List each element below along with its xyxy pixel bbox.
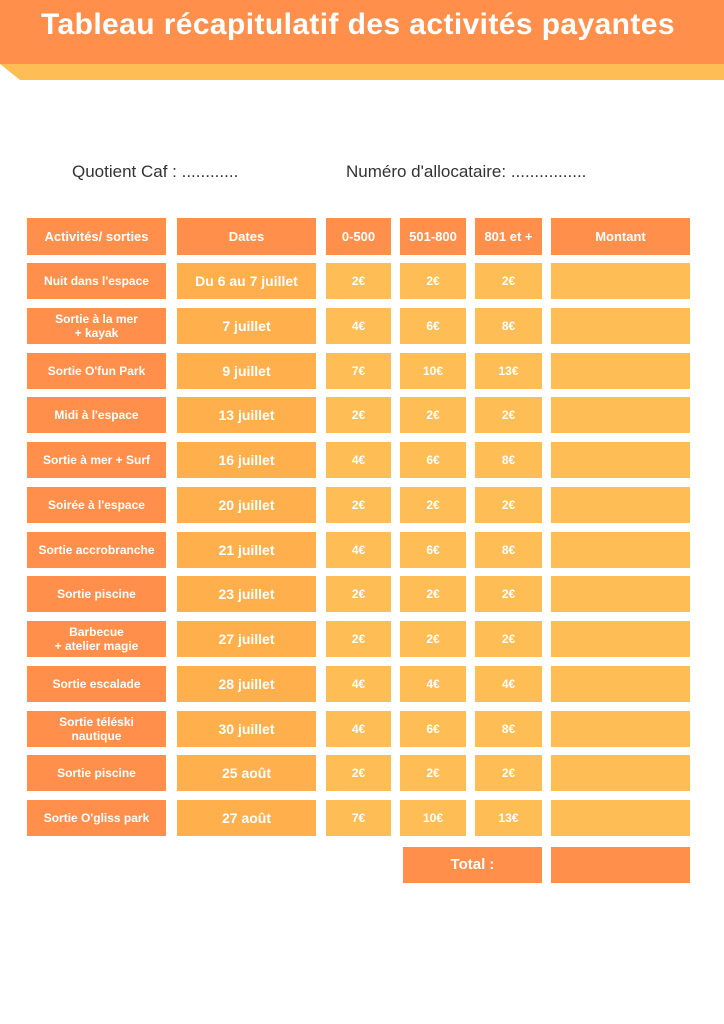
price-801-plus: 2€ xyxy=(475,487,542,523)
price-801-plus: 2€ xyxy=(475,397,542,433)
amount-field[interactable] xyxy=(551,442,690,478)
price-0-500: 2€ xyxy=(326,263,391,299)
header-montant: Montant xyxy=(551,218,690,255)
activity-date: 28 juillet xyxy=(177,666,316,702)
activity-name: Midi à l'espace xyxy=(27,397,166,433)
activity-date: 30 juillet xyxy=(177,711,316,747)
amount-field[interactable] xyxy=(551,666,690,702)
activity-name: Sortie piscine xyxy=(27,576,166,612)
price-0-500: 4€ xyxy=(326,442,391,478)
price-0-500: 4€ xyxy=(326,308,391,344)
activity-name: Sortie O'gliss park xyxy=(27,800,166,836)
price-0-500: 4€ xyxy=(326,666,391,702)
price-501-800: 6€ xyxy=(400,532,466,568)
price-0-500: 7€ xyxy=(326,353,391,389)
price-801-plus: 13€ xyxy=(475,800,542,836)
amount-field[interactable] xyxy=(551,263,690,299)
price-0-500: 7€ xyxy=(326,800,391,836)
activity-name: Sortie accrobranche xyxy=(27,532,166,568)
amount-field[interactable] xyxy=(551,353,690,389)
price-501-800: 2€ xyxy=(400,755,466,791)
amount-field[interactable] xyxy=(551,532,690,568)
activity-date: 25 août xyxy=(177,755,316,791)
amount-field[interactable] xyxy=(551,487,690,523)
price-501-800: 2€ xyxy=(400,397,466,433)
price-501-800: 6€ xyxy=(400,308,466,344)
price-501-800: 2€ xyxy=(400,621,466,657)
header-501-800: 501-800 xyxy=(400,218,466,255)
activity-date: 16 juillet xyxy=(177,442,316,478)
total-amount-field[interactable] xyxy=(551,847,690,883)
price-801-plus: 2€ xyxy=(475,755,542,791)
amount-field[interactable] xyxy=(551,576,690,612)
quotient-caf-field: Quotient Caf : ............ xyxy=(72,162,239,181)
price-501-800: 6€ xyxy=(400,711,466,747)
price-0-500: 2€ xyxy=(326,397,391,433)
activity-date: 9 juillet xyxy=(177,353,316,389)
price-0-500: 2€ xyxy=(326,487,391,523)
price-501-800: 10€ xyxy=(400,353,466,389)
activity-name: Nuit dans l'espace xyxy=(27,263,166,299)
total-label: Total : xyxy=(403,847,542,883)
price-501-800: 10€ xyxy=(400,800,466,836)
activity-name: Sortie O'fun Park xyxy=(27,353,166,389)
header-801-plus: 801 et + xyxy=(475,218,542,255)
activity-name: Soirée à l'espace xyxy=(27,487,166,523)
price-0-500: 4€ xyxy=(326,711,391,747)
price-801-plus: 2€ xyxy=(475,621,542,657)
amount-field[interactable] xyxy=(551,397,690,433)
activity-date: 27 juillet xyxy=(177,621,316,657)
price-0-500: 2€ xyxy=(326,755,391,791)
activity-date: 23 juillet xyxy=(177,576,316,612)
activity-date: 27 août xyxy=(177,800,316,836)
activity-name: Sortie escalade xyxy=(27,666,166,702)
price-0-500: 2€ xyxy=(326,621,391,657)
header-accent-strip xyxy=(0,64,724,80)
header-dates: Dates xyxy=(177,218,316,255)
price-801-plus: 2€ xyxy=(475,576,542,612)
activity-date: Du 6 au 7 juillet xyxy=(177,263,316,299)
price-501-800: 6€ xyxy=(400,442,466,478)
price-0-500: 4€ xyxy=(326,532,391,568)
price-501-800: 4€ xyxy=(400,666,466,702)
activity-name: Sortie à mer + Surf xyxy=(27,442,166,478)
amount-field[interactable] xyxy=(551,755,690,791)
activity-name: Barbecue + atelier magie xyxy=(27,621,166,657)
price-501-800: 2€ xyxy=(400,576,466,612)
price-801-plus: 13€ xyxy=(475,353,542,389)
header-activities: Activités/ sorties xyxy=(27,218,166,255)
activity-date: 21 juillet xyxy=(177,532,316,568)
price-0-500: 2€ xyxy=(326,576,391,612)
price-501-800: 2€ xyxy=(400,487,466,523)
amount-field[interactable] xyxy=(551,308,690,344)
price-801-plus: 2€ xyxy=(475,263,542,299)
activity-name: Sortie téléski nautique xyxy=(27,711,166,747)
price-801-plus: 8€ xyxy=(475,308,542,344)
activity-name: Sortie piscine xyxy=(27,755,166,791)
page-title: Tableau récapitulatif des activités payantes xyxy=(41,8,675,41)
amount-field[interactable] xyxy=(551,711,690,747)
amount-field[interactable] xyxy=(551,800,690,836)
price-801-plus: 8€ xyxy=(475,711,542,747)
price-801-plus: 8€ xyxy=(475,532,542,568)
activity-date: 7 juillet xyxy=(177,308,316,344)
allocataire-number-field: Numéro d'allocataire: ................ xyxy=(346,162,587,181)
activity-date: 20 juillet xyxy=(177,487,316,523)
activity-date: 13 juillet xyxy=(177,397,316,433)
header-0-500: 0-500 xyxy=(326,218,391,255)
price-801-plus: 8€ xyxy=(475,442,542,478)
amount-field[interactable] xyxy=(551,621,690,657)
price-801-plus: 4€ xyxy=(475,666,542,702)
activity-name: Sortie à la mer + kayak xyxy=(27,308,166,344)
price-501-800: 2€ xyxy=(400,263,466,299)
